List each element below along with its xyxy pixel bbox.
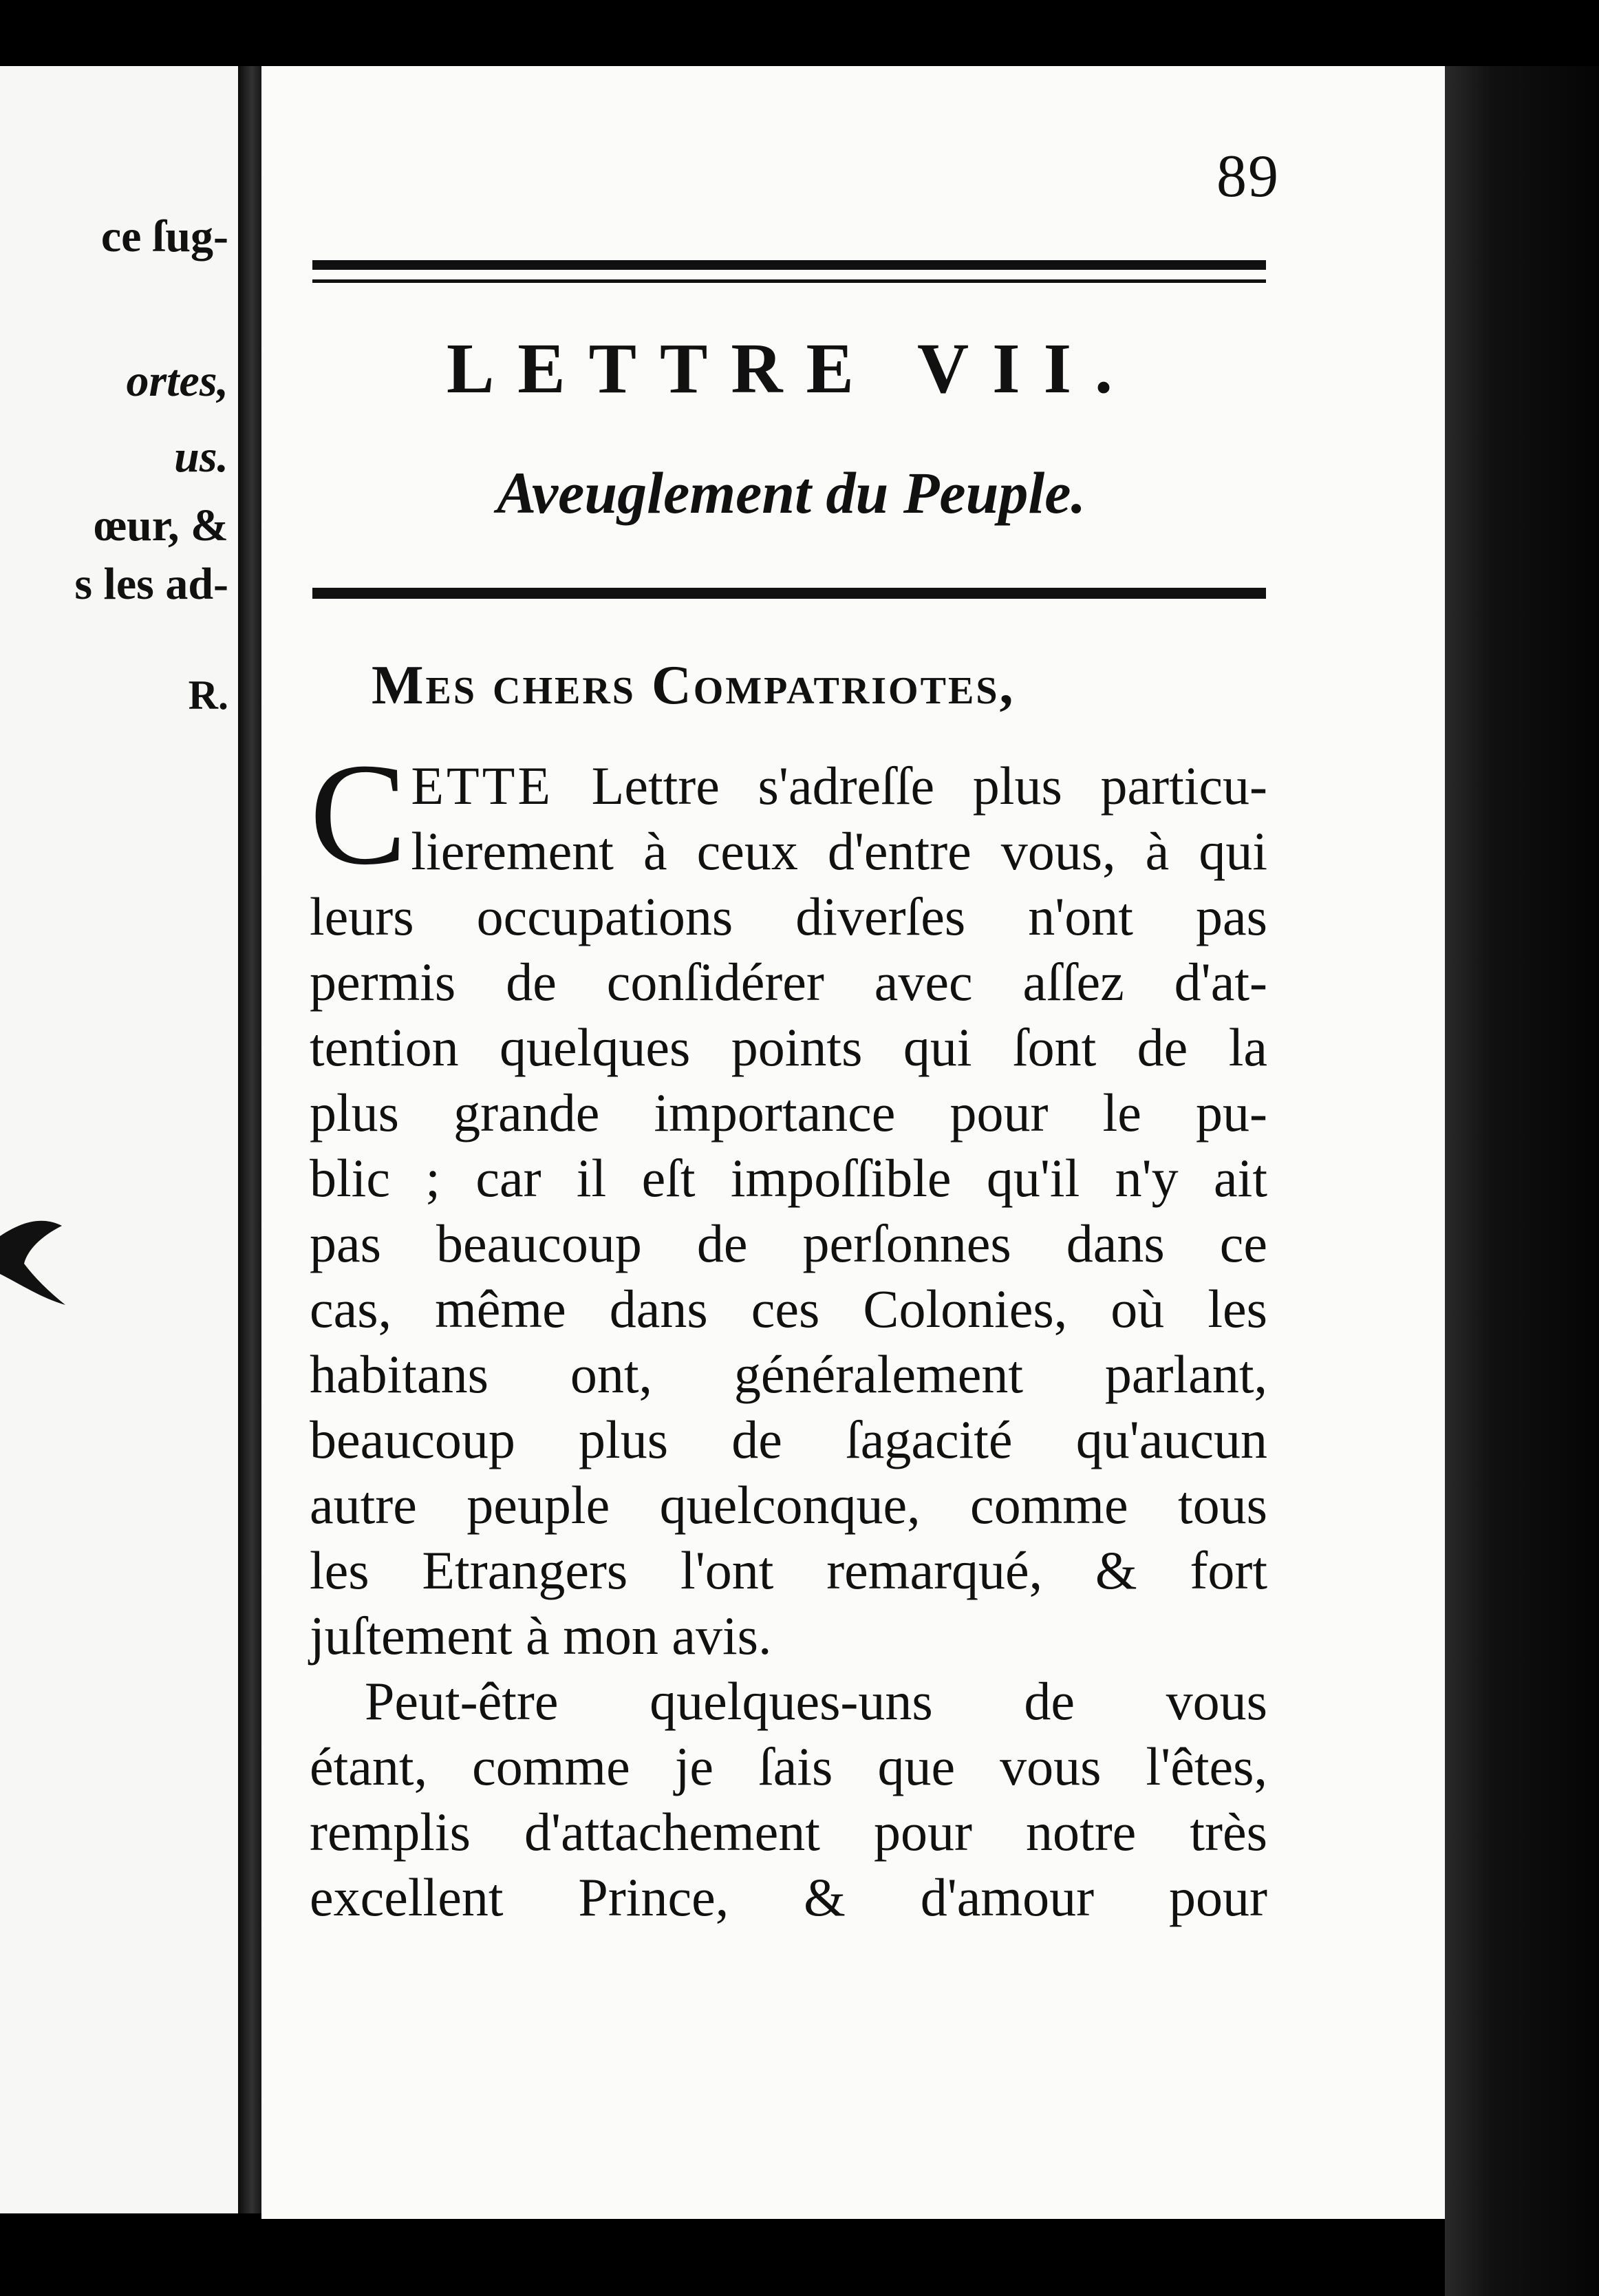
text-line: lierement à ceux d'entre vous, à qui [411,821,1267,881]
text-line: pas beaucoup de perſonnes dans ce [310,1213,1267,1273]
first-word: ETTE [411,756,553,816]
previous-page [0,66,242,2213]
page-number: 89 [1216,143,1280,210]
left-fragment: R. [188,672,228,718]
left-fragment: ortes, [126,356,228,406]
drop-cap: C [310,733,407,895]
paragraph [310,733,1268,1668]
salutation: Mes chers Compatriotes, [372,655,1016,716]
left-fragment: ce ſug- [100,211,228,262]
book-edge [1445,66,1599,2296]
text-line: tention quelques points qui ſont de la [310,1017,1267,1077]
paragraph [310,1668,1267,1930]
body-text [310,733,1268,1930]
left-fragment: s les ad- [74,559,228,609]
text-line: beaucoup plus de ſagacité qu'aucun [310,1410,1267,1469]
text-line: juſtement à mon avis. [310,1606,772,1666]
text-line: excellent Prince, & d'amour pour [310,1867,1267,1927]
book-gutter [238,66,261,2213]
text-line: cas, même dans ces Colonies, où les [310,1279,1267,1339]
letter-subtitle: Aveuglement du Peuple. [497,460,1086,526]
text-line: permis de conſidérer avec aſſez d'at- [310,952,1267,1012]
text-line: les Etrangers l'ont remarqué, & fort [310,1540,1267,1600]
header-rule [312,260,1266,270]
text-line: habitans ont, généralement parlant, [310,1344,1267,1404]
left-fragment: us. [174,432,228,482]
page [261,66,1445,2219]
header-rule-thin [312,279,1266,283]
text-line [310,753,1267,818]
text-line: remplis d'attachement pour notre très [310,1802,1267,1862]
text-line: plus grande importance pour le pu- [310,1083,1267,1142]
text-line: blic ; car il eſt impoſſible qu'il n'y ait [310,1148,1267,1208]
letter-title: LETTRE VII. [446,329,1137,408]
section-rule [312,588,1266,599]
ornament-swash-icon [0,1209,69,1312]
text-line: Peut-être quelques-uns de vous [365,1671,1267,1731]
line-text: Lettre s'adreſſe plus particu- [591,756,1268,816]
left-fragment: œur, & [94,500,228,551]
text-line: étant, comme je ſais que vous l'êtes, [310,1736,1267,1796]
text-line: leurs occupations diverſes n'ont pas [310,886,1267,946]
text-line: autre peuple quelconque, comme tous [310,1475,1267,1535]
